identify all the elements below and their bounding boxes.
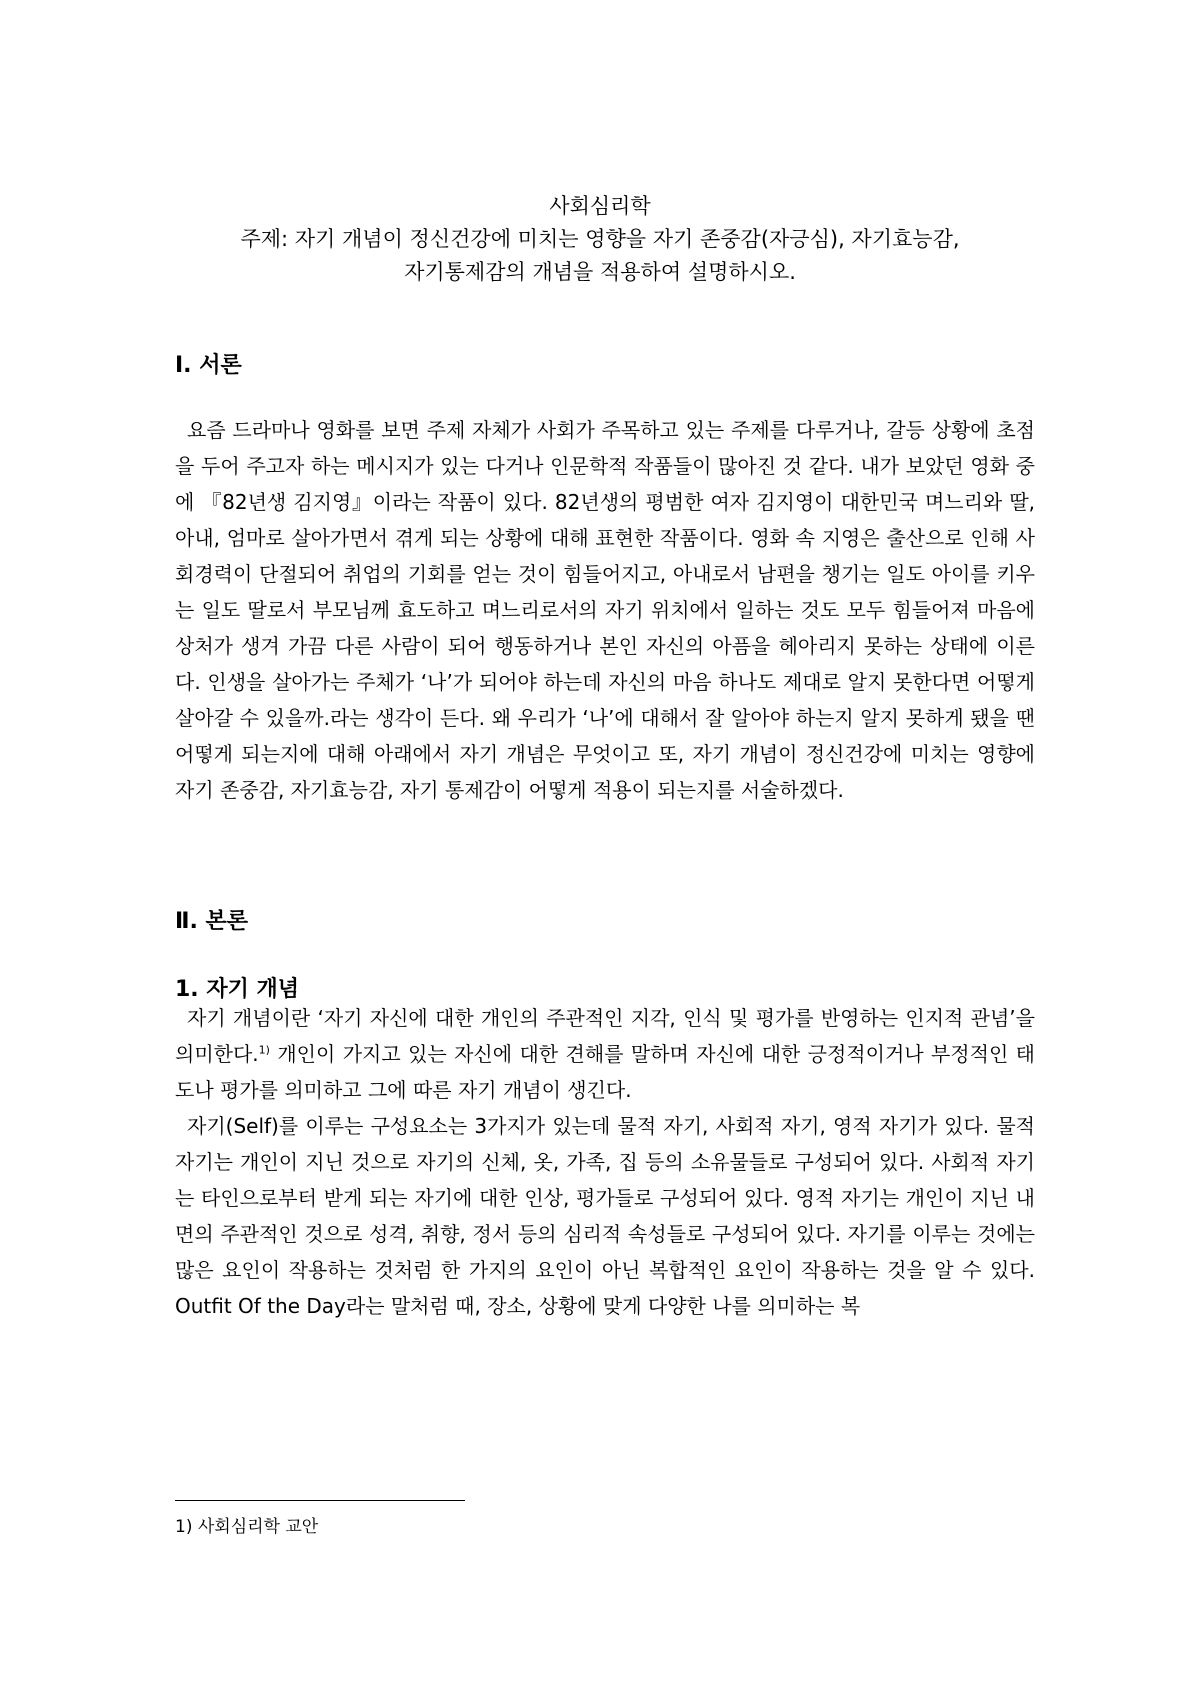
course-title: 사회심리학 xyxy=(549,194,651,218)
self-concept-definition-paragraph xyxy=(175,1000,1035,1108)
footnote-reference[interactable]: 1) xyxy=(258,1043,270,1057)
footnote-divider xyxy=(175,1500,465,1501)
title-block xyxy=(160,190,1040,289)
topic-line-2: 자기통제감의 개념을 적용하여 설명하시오. xyxy=(404,260,796,284)
definition-text-b: 개인이 가지고 있는 자신에 대한 견해를 말하며 자신에 대한 긍정적이거나 부정적인 태도나 평가를 의미하고 그에 따른 자기 개념이 생긴다. xyxy=(175,1042,1035,1102)
section-heading-body: Ⅱ. 본론 xyxy=(175,909,249,934)
introduction-paragraph xyxy=(175,412,1035,808)
topic-line-1: 주제: 자기 개념이 정신건강에 미치는 영향을 자기 존중감(자긍심), 자기효능감, xyxy=(240,227,960,251)
subsection-heading-self-concept: 1. 자기 개념 xyxy=(175,977,299,1002)
intro-text: 요즘 드라마나 영화를 보면 주제 자체가 사회가 주목하고 있는 주제를 다루거나, 갈등 상황에 초점을 두어 주고자 하는 메시지가 있는 다거나 인문학적 작품들이 많아진 것 같다. 내가 보았던 영화 중에 『82년생 김지영』이라는 작품이 있다. 82년생의 평범한 여자 김지영이 대한민국 며느리와 딸, 아내, 엄마로 살아가면서 겪게 되는 상황에 대해 표현한 작품이다. 영화 속 지영은 출산으로 인해 사회경력이 단절되어 취업의 기회를 얻는 것이 힘들어지고, 아내로서 남편을 챙기는 일도 아이를 키우는 일도 딸로서 부모님께 효도하고 며느리로서의 자기 위치에서 일하는 것도 모두 힘들어져 마음에 상처가 생겨 가끔 다른 사람이 되어 행동하거나 본인 자신의 아픔을 헤아리지 못하는 상태에 이른다. 인생을 살아가는 주체가 ‘나’가 되어야 하는데 자신의 마음 하나도 제대로 알지 못한다면 어떻게 살아갈 수 있을까.라는 생각이 든다. 왜 우리가 ‘나’에 대해서 잘 알아야 하는지 알지 못하게 됐을 땐 어떻게 되는지에 대해 아래에서 자기 개념은 무엇이고 또, 자기 개념이 정신건강에 미치는 영향에 자기 존중감, 자기효능감, 자기 통제감이 어떻게 적용이 되는지를 서술하겠다. xyxy=(175,418,1035,802)
section-heading-introduction: Ⅰ. 서론 xyxy=(175,353,242,378)
footnote: 1) 사회심리학 교안 xyxy=(175,1517,319,1537)
definition-text-a: 자기 개념이란 ‘자기 자신에 대한 개인의 주관적인 지각, 인식 및 평가를 반영하는 인지적 관념’을 의미한다. xyxy=(175,1006,1035,1066)
self-concept-section xyxy=(175,1000,1035,1324)
self-components-paragraph: 자기(Self)를 이루는 구성요소는 3가지가 있는데 물적 자기, 사회적 자기, 영적 자기가 있다. 물적 자기는 개인이 지닌 것으로 자기의 신체, 옷, 가족, 집 등의 소유물들로 구성되어 있다. 사회적 자기는 타인으로부터 받게 되는 자기에 대한 인상, 평가들로 구성되어 있다. 영적 자기는 개인이 지닌 내면의 주관적인 것으로 성격, 취향, 정서 등의 심리적 속성들로 구성되어 있다. 자기를 이루는 것에는 많은 요인이 작용하는 것처럼 한 가지의 요인이 아닌 복합적인 요인이 작용하는 것을 알 수 있다. Outfit Of the Day라는 말처럼 때, 장소, 상황에 맞게 다양한 나를 의미하는 복 xyxy=(175,1114,1035,1318)
